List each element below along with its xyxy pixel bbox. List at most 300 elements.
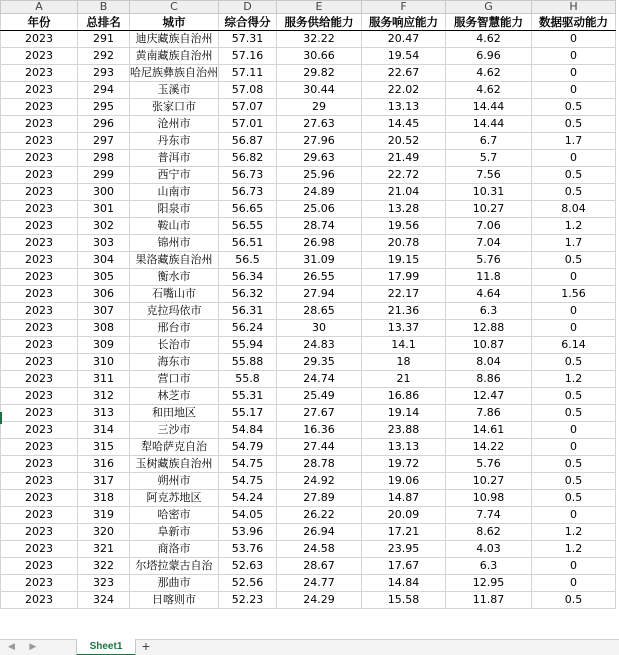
cell-data-driven[interactable]: 0 [532, 82, 616, 99]
cell-year[interactable]: 2023 [1, 371, 78, 388]
table-row [1, 541, 616, 558]
cell-year[interactable]: 2023 [1, 286, 78, 303]
cell-city[interactable]: 林芝市 [130, 388, 219, 405]
cell-data-driven[interactable]: 0.5 [532, 490, 616, 507]
cell-supply[interactable]: 26.55 [277, 269, 362, 286]
cell-rank[interactable]: 323 [78, 575, 130, 592]
cell-smart[interactable]: 4.03 [446, 541, 532, 558]
cell-smart[interactable]: 10.87 [446, 337, 532, 354]
cell-data-driven[interactable]: 0 [532, 575, 616, 592]
cell-supply[interactable]: 29.82 [277, 65, 362, 82]
column-header-g[interactable]: G [446, 1, 532, 14]
cell-data-driven[interactable]: 1.2 [532, 541, 616, 558]
cell-year[interactable]: 2023 [1, 31, 78, 48]
cell-score[interactable]: 54.75 [219, 473, 277, 490]
sheet-tab-bar [0, 639, 619, 655]
cell-data-driven[interactable]: 0.5 [532, 167, 616, 184]
column-header-b[interactable]: B [78, 1, 130, 14]
cell-smart[interactable]: 6.3 [446, 303, 532, 320]
cell-supply[interactable]: 27.89 [277, 490, 362, 507]
cell-supply[interactable]: 31.09 [277, 252, 362, 269]
cell-year[interactable]: 2023 [1, 269, 78, 286]
cell-city[interactable]: 果洛藏族自治州 [130, 252, 219, 269]
cell-rank[interactable]: 304 [78, 252, 130, 269]
cell-city[interactable]: 阜新市 [130, 524, 219, 541]
cell-supply[interactable]: 28.65 [277, 303, 362, 320]
cell-smart[interactable]: 8.86 [446, 371, 532, 388]
cell-rank[interactable]: 293 [78, 65, 130, 82]
cell-rank[interactable]: 318 [78, 490, 130, 507]
column-header-e[interactable]: E [277, 1, 362, 14]
cell-city[interactable]: 海东市 [130, 354, 219, 371]
cell-rank[interactable]: 301 [78, 201, 130, 218]
cell-score[interactable]: 57.16 [219, 48, 277, 65]
cell-smart[interactable]: 4.62 [446, 82, 532, 99]
cell-rank[interactable]: 316 [78, 456, 130, 473]
cell-data-driven[interactable]: 0.5 [532, 116, 616, 133]
cell-city[interactable]: 克拉玛依市 [130, 303, 219, 320]
cell-data-driven[interactable]: 1.2 [532, 218, 616, 235]
cell-city[interactable]: 日喀则市 [130, 592, 219, 609]
cell-city[interactable]: 哈密市 [130, 507, 219, 524]
cell-data-driven[interactable]: 1.56 [532, 286, 616, 303]
cell-year[interactable]: 2023 [1, 150, 78, 167]
cell-data-driven[interactable]: 0 [532, 303, 616, 320]
cell-rank[interactable]: 309 [78, 337, 130, 354]
cell-score[interactable]: 54.84 [219, 422, 277, 439]
cell-smart[interactable]: 5.7 [446, 150, 532, 167]
cell-year[interactable]: 2023 [1, 388, 78, 405]
cell-city[interactable]: 衡水市 [130, 269, 219, 286]
cell-smart[interactable]: 7.56 [446, 167, 532, 184]
cell-supply[interactable]: 16.36 [277, 422, 362, 439]
cell-smart[interactable]: 8.04 [446, 354, 532, 371]
cell-year[interactable]: 2023 [1, 507, 78, 524]
cell-city[interactable]: 丹东市 [130, 133, 219, 150]
cell-response[interactable]: 22.02 [362, 82, 446, 99]
cell-data-driven[interactable]: 0 [532, 65, 616, 82]
cell-rank[interactable]: 307 [78, 303, 130, 320]
cell-smart[interactable]: 7.04 [446, 235, 532, 252]
cell-year[interactable]: 2023 [1, 48, 78, 65]
cell-data-driven[interactable]: 0 [532, 320, 616, 337]
cell-city[interactable]: 朔州市 [130, 473, 219, 490]
cell-response[interactable]: 21.49 [362, 150, 446, 167]
cell-smart[interactable]: 14.22 [446, 439, 532, 456]
cell-response[interactable]: 15.58 [362, 592, 446, 609]
cell-score[interactable]: 56.87 [219, 133, 277, 150]
cell-response[interactable]: 14.1 [362, 337, 446, 354]
cell-response[interactable]: 13.13 [362, 99, 446, 116]
cell-score[interactable]: 56.31 [219, 303, 277, 320]
cell-response[interactable]: 19.14 [362, 405, 446, 422]
cell-smart[interactable]: 12.47 [446, 388, 532, 405]
cell-smart[interactable]: 14.44 [446, 99, 532, 116]
cell-year[interactable]: 2023 [1, 575, 78, 592]
cell-response[interactable]: 13.13 [362, 439, 446, 456]
cell-response[interactable]: 17.99 [362, 269, 446, 286]
cell-score[interactable]: 56.65 [219, 201, 277, 218]
cell-score[interactable]: 56.73 [219, 167, 277, 184]
cell-year[interactable]: 2023 [1, 541, 78, 558]
cell-smart[interactable]: 11.87 [446, 592, 532, 609]
cell-smart[interactable]: 12.88 [446, 320, 532, 337]
cell-score[interactable]: 56.34 [219, 269, 277, 286]
cell-response[interactable]: 17.21 [362, 524, 446, 541]
cell-response[interactable]: 17.67 [362, 558, 446, 575]
column-header-f[interactable]: F [362, 1, 446, 14]
cell-city[interactable]: 尔塔拉蒙古自治 [130, 558, 219, 575]
column-header-c[interactable]: C [130, 1, 219, 14]
cell-score[interactable]: 57.31 [219, 31, 277, 48]
cell-supply[interactable]: 30.44 [277, 82, 362, 99]
cell-year[interactable]: 2023 [1, 320, 78, 337]
cell-rank[interactable]: 302 [78, 218, 130, 235]
cell-year[interactable]: 2023 [1, 524, 78, 541]
cell-score[interactable]: 54.24 [219, 490, 277, 507]
cell-score[interactable]: 54.75 [219, 456, 277, 473]
cell-city[interactable]: 迪庆藏族自治州 [130, 31, 219, 48]
cell-smart[interactable]: 5.76 [446, 252, 532, 269]
cell-supply[interactable]: 29.35 [277, 354, 362, 371]
cell-response[interactable]: 21.36 [362, 303, 446, 320]
cell-smart[interactable]: 7.86 [446, 405, 532, 422]
cell-smart[interactable]: 4.64 [446, 286, 532, 303]
cell-year[interactable]: 2023 [1, 82, 78, 99]
header-cell-supply[interactable]: 服务供给能力 [277, 14, 362, 31]
cell-smart[interactable]: 14.61 [446, 422, 532, 439]
cell-supply[interactable]: 28.74 [277, 218, 362, 235]
cell-score[interactable]: 57.08 [219, 82, 277, 99]
table-row [1, 303, 616, 320]
header-cell-year[interactable]: 年份 [1, 14, 78, 31]
cell-data-driven[interactable]: 0.5 [532, 405, 616, 422]
cell-year[interactable]: 2023 [1, 405, 78, 422]
cell-response[interactable]: 14.84 [362, 575, 446, 592]
cell-rank[interactable]: 298 [78, 150, 130, 167]
cell-year[interactable]: 2023 [1, 558, 78, 575]
cell-supply[interactable]: 24.89 [277, 184, 362, 201]
cell-rank[interactable]: 303 [78, 235, 130, 252]
cell-response[interactable]: 22.72 [362, 167, 446, 184]
cell-data-driven[interactable]: 0 [532, 31, 616, 48]
cell-data-driven[interactable]: 0.5 [532, 388, 616, 405]
cell-data-driven[interactable]: 0 [532, 48, 616, 65]
cell-year[interactable]: 2023 [1, 167, 78, 184]
cell-response[interactable]: 22.17 [362, 286, 446, 303]
cell-supply[interactable]: 26.94 [277, 524, 362, 541]
cell-response[interactable]: 19.56 [362, 218, 446, 235]
cell-supply[interactable]: 25.96 [277, 167, 362, 184]
cell-response[interactable]: 19.72 [362, 456, 446, 473]
cell-city[interactable]: 锦州市 [130, 235, 219, 252]
cell-score[interactable]: 52.23 [219, 592, 277, 609]
cell-supply[interactable]: 28.67 [277, 558, 362, 575]
cell-city[interactable]: 玉树藏族自治州 [130, 456, 219, 473]
cell-rank[interactable]: 294 [78, 82, 130, 99]
cell-smart[interactable]: 8.62 [446, 524, 532, 541]
cell-supply[interactable]: 27.96 [277, 133, 362, 150]
cell-smart[interactable]: 10.27 [446, 201, 532, 218]
cell-response[interactable]: 14.87 [362, 490, 446, 507]
cell-city[interactable]: 山南市 [130, 184, 219, 201]
header-cell-smart[interactable]: 服务智慧能力 [446, 14, 532, 31]
table-row [1, 354, 616, 371]
cell-city[interactable]: 商洛市 [130, 541, 219, 558]
table-row [1, 269, 616, 286]
cell-supply[interactable]: 25.06 [277, 201, 362, 218]
cell-rank[interactable]: 308 [78, 320, 130, 337]
cell-data-driven[interactable]: 0 [532, 439, 616, 456]
cell-score[interactable]: 53.96 [219, 524, 277, 541]
header-cell-data-driven[interactable]: 数据驱动能力 [532, 14, 616, 31]
cell-smart[interactable]: 5.76 [446, 456, 532, 473]
cell-data-driven[interactable]: 1.2 [532, 524, 616, 541]
cell-city[interactable]: 石嘴山市 [130, 286, 219, 303]
cell-smart[interactable]: 6.7 [446, 133, 532, 150]
cell-year[interactable]: 2023 [1, 490, 78, 507]
cell-smart[interactable]: 10.31 [446, 184, 532, 201]
cell-year[interactable]: 2023 [1, 235, 78, 252]
cell-supply[interactable]: 26.22 [277, 507, 362, 524]
cell-data-driven[interactable]: 0.5 [532, 592, 616, 609]
cell-city[interactable]: 阳泉市 [130, 201, 219, 218]
cell-data-driven[interactable]: 0.5 [532, 354, 616, 371]
cell-response[interactable]: 19.06 [362, 473, 446, 490]
cell-data-driven[interactable]: 1.7 [532, 235, 616, 252]
cell-score[interactable]: 57.01 [219, 116, 277, 133]
cell-data-driven[interactable]: 0 [532, 269, 616, 286]
cell-smart[interactable]: 10.98 [446, 490, 532, 507]
cell-response[interactable]: 18 [362, 354, 446, 371]
cell-rank[interactable]: 310 [78, 354, 130, 371]
cell-score[interactable]: 56.24 [219, 320, 277, 337]
cell-city[interactable]: 普洱市 [130, 150, 219, 167]
cell-rank[interactable]: 312 [78, 388, 130, 405]
cell-score[interactable]: 55.94 [219, 337, 277, 354]
sheet-tab-sheet1[interactable]: Sheet1 [76, 639, 136, 655]
cell-score[interactable]: 56.55 [219, 218, 277, 235]
column-header-h[interactable]: H [532, 1, 616, 14]
cell-city[interactable]: 邢台市 [130, 320, 219, 337]
cell-supply[interactable]: 24.58 [277, 541, 362, 558]
cell-year[interactable]: 2023 [1, 201, 78, 218]
cell-smart[interactable]: 11.8 [446, 269, 532, 286]
cell-smart[interactable]: 6.3 [446, 558, 532, 575]
cell-smart[interactable]: 12.95 [446, 575, 532, 592]
cell-response[interactable]: 23.88 [362, 422, 446, 439]
cell-rank[interactable]: 305 [78, 269, 130, 286]
cell-smart[interactable]: 7.74 [446, 507, 532, 524]
cell-supply[interactable]: 27.63 [277, 116, 362, 133]
cell-score[interactable]: 56.82 [219, 150, 277, 167]
cell-city[interactable]: 哈尼族彝族自治州 [130, 65, 219, 82]
cell-smart[interactable]: 6.96 [446, 48, 532, 65]
cell-supply[interactable]: 24.92 [277, 473, 362, 490]
cell-data-driven[interactable]: 0.5 [532, 99, 616, 116]
cell-data-driven[interactable]: 1.7 [532, 133, 616, 150]
cell-supply[interactable]: 27.94 [277, 286, 362, 303]
cell-data-driven[interactable]: 0 [532, 422, 616, 439]
cell-data-driven[interactable]: 0 [532, 507, 616, 524]
cell-city[interactable]: 犁哈萨克自治 [130, 439, 219, 456]
cell-data-driven[interactable]: 0 [532, 558, 616, 575]
cell-year[interactable]: 2023 [1, 218, 78, 235]
cell-city[interactable]: 和田地区 [130, 405, 219, 422]
cell-supply[interactable]: 32.22 [277, 31, 362, 48]
cell-supply[interactable]: 24.29 [277, 592, 362, 609]
cell-city[interactable]: 那曲市 [130, 575, 219, 592]
cell-city[interactable]: 黄南藏族自治州 [130, 48, 219, 65]
cell-year[interactable]: 2023 [1, 116, 78, 133]
cell-data-driven[interactable]: 0 [532, 150, 616, 167]
cell-score[interactable]: 55.17 [219, 405, 277, 422]
cell-year[interactable]: 2023 [1, 303, 78, 320]
cell-response[interactable]: 20.09 [362, 507, 446, 524]
cell-year[interactable]: 2023 [1, 422, 78, 439]
column-header-d[interactable]: D [219, 1, 277, 14]
cell-year[interactable]: 2023 [1, 252, 78, 269]
cell-data-driven[interactable]: 0.5 [532, 456, 616, 473]
cell-year[interactable]: 2023 [1, 65, 78, 82]
cell-data-driven[interactable]: 1.2 [532, 371, 616, 388]
cell-city[interactable]: 张家口市 [130, 99, 219, 116]
cell-rank[interactable]: 306 [78, 286, 130, 303]
cell-city[interactable]: 玉溪市 [130, 82, 219, 99]
cell-rank[interactable]: 317 [78, 473, 130, 490]
cell-year[interactable]: 2023 [1, 354, 78, 371]
header-cell-city[interactable]: 城市 [130, 14, 219, 31]
table-row [1, 235, 616, 252]
cell-response[interactable]: 20.78 [362, 235, 446, 252]
table-row [1, 99, 616, 116]
cell-data-driven[interactable]: 8.04 [532, 201, 616, 218]
cell-rank[interactable]: 319 [78, 507, 130, 524]
cell-supply[interactable]: 29.63 [277, 150, 362, 167]
cell-supply[interactable]: 30 [277, 320, 362, 337]
cell-rank[interactable]: 300 [78, 184, 130, 201]
header-cell-rank[interactable]: 总排名 [78, 14, 130, 31]
cell-smart[interactable]: 14.44 [446, 116, 532, 133]
cell-year[interactable]: 2023 [1, 133, 78, 150]
cell-year[interactable]: 2023 [1, 439, 78, 456]
cell-response[interactable]: 20.52 [362, 133, 446, 150]
cell-supply[interactable]: 27.44 [277, 439, 362, 456]
cell-city[interactable]: 长治市 [130, 337, 219, 354]
cell-data-driven[interactable]: 0.5 [532, 252, 616, 269]
cell-score[interactable]: 55.8 [219, 371, 277, 388]
cell-score[interactable]: 54.05 [219, 507, 277, 524]
table-row [1, 490, 616, 507]
cell-response[interactable]: 13.28 [362, 201, 446, 218]
cell-smart[interactable]: 7.06 [446, 218, 532, 235]
cell-rank[interactable]: 315 [78, 439, 130, 456]
cell-city[interactable]: 鞍山市 [130, 218, 219, 235]
cell-rank[interactable]: 291 [78, 31, 130, 48]
cell-smart[interactable]: 4.62 [446, 31, 532, 48]
cell-city[interactable]: 沧州市 [130, 116, 219, 133]
cell-score[interactable]: 56.5 [219, 252, 277, 269]
cell-response[interactable]: 13.37 [362, 320, 446, 337]
cell-score[interactable]: 52.63 [219, 558, 277, 575]
cell-response[interactable]: 19.15 [362, 252, 446, 269]
cell-score[interactable]: 57.11 [219, 65, 277, 82]
cell-smart[interactable]: 10.27 [446, 473, 532, 490]
cell-supply[interactable]: 27.67 [277, 405, 362, 422]
cell-supply[interactable]: 26.98 [277, 235, 362, 252]
column-header-a[interactable]: A [1, 1, 78, 14]
cell-supply[interactable]: 24.83 [277, 337, 362, 354]
table-row [1, 473, 616, 490]
cell-rank[interactable]: 311 [78, 371, 130, 388]
cell-city[interactable]: 三沙市 [130, 422, 219, 439]
cell-rank[interactable]: 313 [78, 405, 130, 422]
cell-year[interactable]: 2023 [1, 473, 78, 490]
cell-rank[interactable]: 322 [78, 558, 130, 575]
cell-score[interactable]: 55.31 [219, 388, 277, 405]
cell-response[interactable]: 20.47 [362, 31, 446, 48]
cell-score[interactable]: 56.73 [219, 184, 277, 201]
cell-score[interactable]: 53.76 [219, 541, 277, 558]
cell-rank[interactable]: 320 [78, 524, 130, 541]
cell-response[interactable]: 23.95 [362, 541, 446, 558]
cell-score[interactable]: 54.79 [219, 439, 277, 456]
header-cell-score[interactable]: 综合得分 [219, 14, 277, 31]
cell-response[interactable]: 19.54 [362, 48, 446, 65]
cell-supply[interactable]: 29 [277, 99, 362, 116]
cell-supply[interactable]: 24.77 [277, 575, 362, 592]
cell-score[interactable]: 57.07 [219, 99, 277, 116]
cell-supply[interactable]: 30.66 [277, 48, 362, 65]
cell-supply[interactable]: 25.49 [277, 388, 362, 405]
cell-rank[interactable]: 292 [78, 48, 130, 65]
cell-data-driven[interactable]: 0.5 [532, 184, 616, 201]
cell-response[interactable]: 14.45 [362, 116, 446, 133]
cell-score[interactable]: 56.51 [219, 235, 277, 252]
cell-response[interactable]: 21.04 [362, 184, 446, 201]
cell-score[interactable]: 56.32 [219, 286, 277, 303]
cell-rank[interactable]: 299 [78, 167, 130, 184]
sheet-nav-arrows-icon[interactable]: ◀ ▶ [8, 641, 43, 651]
cell-rank[interactable]: 321 [78, 541, 130, 558]
cell-score[interactable]: 55.88 [219, 354, 277, 371]
cell-rank[interactable]: 295 [78, 99, 130, 116]
cell-year[interactable]: 2023 [1, 99, 78, 116]
cell-score[interactable]: 52.56 [219, 575, 277, 592]
cell-rank[interactable]: 296 [78, 116, 130, 133]
cell-rank[interactable]: 297 [78, 133, 130, 150]
cell-data-driven[interactable]: 6.14 [532, 337, 616, 354]
cell-year[interactable]: 2023 [1, 456, 78, 473]
cell-response[interactable]: 21 [362, 371, 446, 388]
cell-rank[interactable]: 324 [78, 592, 130, 609]
cell-response[interactable]: 16.86 [362, 388, 446, 405]
cell-response[interactable]: 22.67 [362, 65, 446, 82]
cell-city[interactable]: 西宁市 [130, 167, 219, 184]
add-sheet-icon[interactable]: + [141, 638, 151, 654]
cell-year[interactable]: 2023 [1, 337, 78, 354]
cell-supply[interactable]: 28.78 [277, 456, 362, 473]
cell-supply[interactable]: 24.74 [277, 371, 362, 388]
cell-data-driven[interactable]: 0.5 [532, 473, 616, 490]
cell-year[interactable]: 2023 [1, 184, 78, 201]
header-cell-response[interactable]: 服务响应能力 [362, 14, 446, 31]
cell-year[interactable]: 2023 [1, 592, 78, 609]
cell-city[interactable]: 营口市 [130, 371, 219, 388]
cell-city[interactable]: 阿克苏地区 [130, 490, 219, 507]
cell-rank[interactable]: 314 [78, 422, 130, 439]
cell-smart[interactable]: 4.62 [446, 65, 532, 82]
